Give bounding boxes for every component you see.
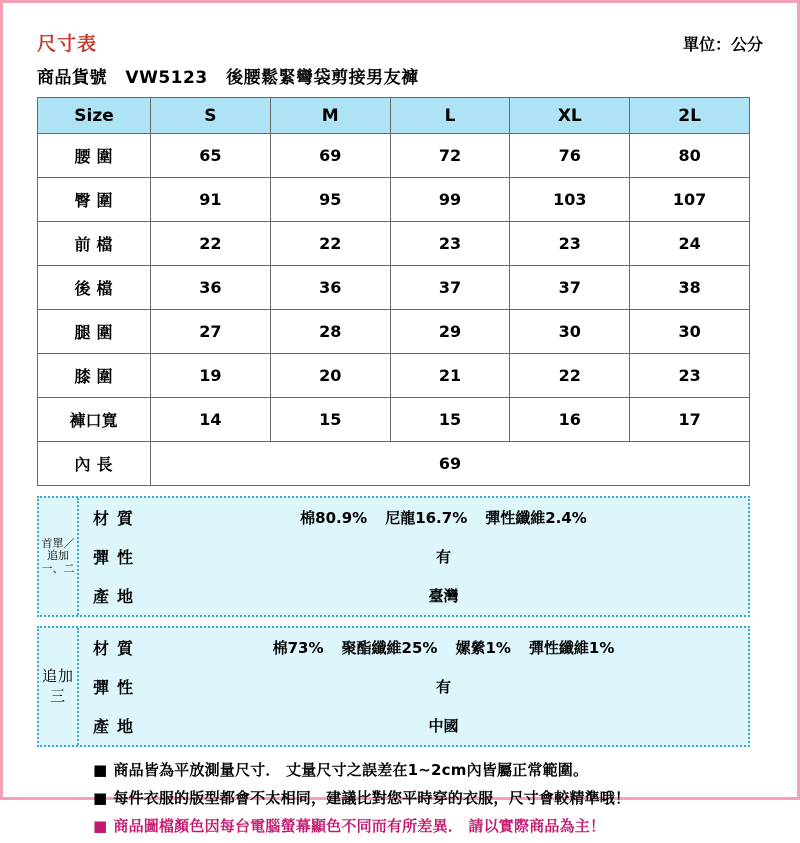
cell: 17	[630, 398, 750, 442]
col-header-xl: XL	[510, 98, 630, 134]
item-code-label: 商品貨號	[37, 68, 107, 88]
material-value-seg: 有	[435, 678, 451, 696]
col-header-l: L	[390, 98, 510, 134]
col-header-size: Size	[38, 98, 151, 134]
item-name: 後腰鬆緊彎袋剪接男友褲	[226, 68, 419, 88]
cell: 30	[510, 310, 630, 354]
cell: 107	[630, 178, 750, 222]
material-row	[79, 706, 748, 745]
cell: 72	[390, 134, 510, 178]
size-table	[37, 97, 750, 486]
header-row	[37, 29, 763, 56]
item-code-value: VW5123	[125, 68, 208, 88]
material-row	[79, 628, 748, 667]
col-header-s: S	[151, 98, 271, 134]
cell: 95	[270, 178, 390, 222]
row-label: 後檔	[38, 266, 151, 310]
material-value	[179, 676, 748, 697]
material-row	[79, 667, 748, 706]
note-item-highlight	[93, 815, 763, 836]
cell: 29	[390, 310, 510, 354]
material-block-first	[37, 496, 750, 617]
cell: 37	[510, 266, 630, 310]
material-row	[79, 498, 748, 537]
table-row	[38, 222, 750, 266]
cell-merged: 69	[151, 442, 750, 486]
size-table-header-row	[38, 98, 750, 134]
row-label: 臀圍	[38, 178, 151, 222]
table-row-merged	[38, 442, 750, 486]
cell: 69	[270, 134, 390, 178]
material-value-seg: 臺灣	[428, 587, 459, 605]
material-value	[179, 715, 748, 736]
material-value-seg: 聚酯纖維25%	[341, 639, 438, 657]
cell: 36	[151, 266, 271, 310]
cell: 38	[630, 266, 750, 310]
row-label: 膝圍	[38, 354, 151, 398]
material-value	[179, 507, 748, 528]
unit-label: 單位：公分	[682, 35, 763, 54]
material-block-side-label: 追加三	[39, 628, 79, 745]
material-value-seg: 彈性纖維1%	[528, 639, 615, 657]
cell: 30	[630, 310, 750, 354]
cell: 15	[270, 398, 390, 442]
col-header-2l: 2L	[630, 98, 750, 134]
row-label: 腰圍	[38, 134, 151, 178]
table-row	[38, 266, 750, 310]
cell: 65	[151, 134, 271, 178]
content-area	[3, 3, 797, 843]
cell: 28	[270, 310, 390, 354]
cell: 91	[151, 178, 271, 222]
material-key: 產地	[93, 587, 142, 606]
row-label: 內長	[38, 442, 151, 486]
material-value-seg: 棉80.9%	[300, 509, 368, 527]
material-rows	[79, 628, 748, 745]
cell: 99	[390, 178, 510, 222]
bullet-icon: ■	[93, 817, 108, 835]
material-key: 材質	[93, 639, 142, 658]
cell: 22	[510, 354, 630, 398]
cell: 20	[270, 354, 390, 398]
material-value-seg: 中國	[428, 717, 459, 735]
note-text: 商品皆為平放測量尺寸． 丈量尺寸之誤差在1~2cm內皆屬正常範圍。	[113, 761, 589, 779]
table-row	[38, 398, 750, 442]
material-value-seg: 尼龍16.7%	[385, 509, 468, 527]
cell: 36	[270, 266, 390, 310]
bullet-icon: ■	[93, 761, 108, 779]
cell: 23	[630, 354, 750, 398]
material-value	[179, 585, 748, 606]
material-key: 彈性	[93, 548, 142, 567]
item-info	[37, 63, 763, 88]
note-text: 每件衣服的版型都會不太相同，建議比對您平時穿的衣服，尺寸會較精準哦！	[113, 789, 631, 807]
material-block-side-label: 首單／追加一、二	[39, 498, 79, 615]
cell: 19	[151, 354, 271, 398]
cell: 15	[390, 398, 510, 442]
material-value-seg: 彈性纖維2.4%	[485, 509, 587, 527]
material-block-second	[37, 626, 750, 747]
material-value	[179, 637, 748, 658]
cell: 80	[630, 134, 750, 178]
cell: 24	[630, 222, 750, 266]
row-label: 前檔	[38, 222, 151, 266]
row-label: 腿圍	[38, 310, 151, 354]
material-value-seg: 棉73%	[272, 639, 324, 657]
col-header-m: M	[270, 98, 390, 134]
cell: 27	[151, 310, 271, 354]
table-row	[38, 310, 750, 354]
material-key: 產地	[93, 717, 142, 736]
material-value	[179, 546, 748, 567]
cell: 37	[390, 266, 510, 310]
cell: 76	[510, 134, 630, 178]
cell: 14	[151, 398, 271, 442]
material-rows	[79, 498, 748, 615]
material-value-seg: 有	[435, 548, 451, 566]
note-item	[93, 787, 763, 808]
cell: 16	[510, 398, 630, 442]
note-item	[93, 759, 763, 780]
material-row	[79, 537, 748, 576]
row-label: 褲口寬	[38, 398, 151, 442]
table-row	[38, 354, 750, 398]
material-key: 彈性	[93, 678, 142, 697]
cell: 103	[510, 178, 630, 222]
cell: 22	[151, 222, 271, 266]
page-title: 尺寸表	[37, 33, 98, 55]
material-value-seg: 嫘縈1%	[455, 639, 511, 657]
cell: 21	[390, 354, 510, 398]
note-text: 商品圖檔顏色因每台電腦螢幕顯色不同而有所差異． 請以實際商品為主！	[113, 817, 606, 835]
cell: 23	[510, 222, 630, 266]
material-key: 材質	[93, 509, 142, 528]
material-row	[79, 576, 748, 615]
cell: 22	[270, 222, 390, 266]
table-row	[38, 134, 750, 178]
bullet-icon: ■	[93, 789, 108, 807]
table-row	[38, 178, 750, 222]
cell: 23	[390, 222, 510, 266]
notes-list	[37, 759, 763, 836]
